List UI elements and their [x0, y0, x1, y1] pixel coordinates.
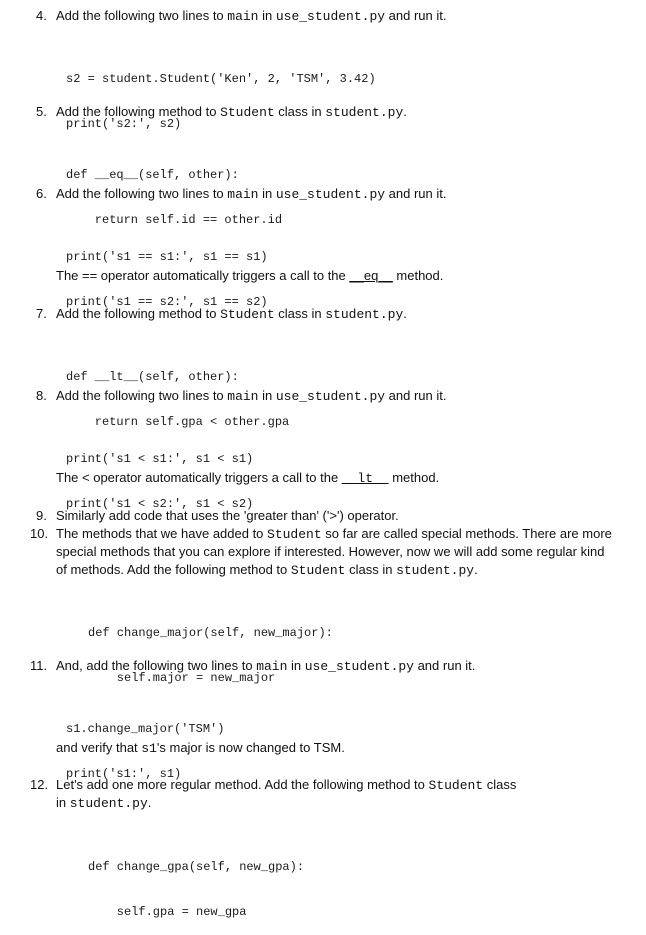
step-instruction [56, 562, 478, 579]
code-term: Student [428, 778, 484, 793]
step-number: 6. [36, 186, 47, 201]
instruction-text: and run it. [385, 388, 447, 403]
step-note [56, 470, 439, 487]
step-number: 7. [36, 306, 47, 321]
code-term: use_student.py [304, 659, 414, 674]
step-instruction [56, 777, 516, 794]
step-number: 11. [30, 658, 48, 673]
instruction-text: . [147, 795, 152, 810]
instruction-text: class in [345, 562, 397, 577]
note-text: The < operator automatically triggers a call to the [56, 470, 342, 485]
code-term: student.py [325, 105, 404, 120]
instruction-text: Add the following two lines to [56, 186, 228, 201]
instruction-text: in [56, 795, 70, 810]
code-line: print('s1 == s1:', s1 == s1) [66, 250, 268, 264]
note-text: 's major is now changed to TSM. [156, 740, 345, 755]
method-name: __lt__ [341, 471, 389, 486]
step-instruction [56, 388, 447, 405]
instruction-text: in [258, 186, 276, 201]
code-line: return self.gpa < other.gpa [66, 415, 290, 429]
code-term: Student [220, 307, 275, 322]
step-note [56, 740, 345, 757]
instruction-text: in [287, 658, 305, 673]
instruction-text: class [483, 777, 517, 792]
step-number: 10. [30, 526, 49, 541]
instruction-text: And, add the following two lines to [56, 658, 257, 673]
note-text: method. [388, 470, 440, 485]
step-instruction [56, 186, 447, 203]
note-text: The == operator automatically triggers a call to the [56, 268, 350, 283]
code-term: Student [290, 563, 346, 578]
code-term: Student [267, 527, 322, 542]
instruction-text: and run it. [385, 8, 447, 23]
code-line: print('s1 < s1:', s1 < s1) [66, 452, 254, 466]
code-term: student.py [396, 563, 475, 578]
step-number: 5. [36, 104, 47, 119]
instruction-text: The methods that we have added to [56, 526, 268, 541]
code-term: main [227, 389, 259, 404]
code-term: main [256, 659, 288, 674]
code-term: use_student.py [275, 187, 386, 202]
code-term: use_student.py [275, 389, 386, 404]
instruction-text: Add the following two lines to [56, 8, 228, 23]
code-line: self.gpa = new_gpa [88, 905, 247, 919]
instruction-text: and run it. [413, 658, 476, 673]
code-line: s1.change_major('TSM') [66, 722, 225, 736]
instruction-text: Add the following method to [56, 306, 221, 321]
code-term: student.py [325, 307, 404, 322]
step-instruction: special methods that you can explore if interested. However, now we will add some regular kind [56, 544, 605, 559]
instruction-text: in [258, 8, 276, 23]
code-line: def __lt__(self, other): [66, 370, 239, 384]
code-line: print('s2:', s2) [66, 117, 182, 131]
step-instruction [56, 795, 151, 812]
code-line: return self.id == other.id [66, 213, 283, 227]
instruction-text: Let's add one more regular method. Add the following method to [56, 777, 429, 792]
step-instruction [56, 104, 407, 121]
method-name: __eq__ [349, 268, 393, 283]
code-line: print('s1 < s2:', s1 < s2) [66, 497, 254, 511]
code-term: s1 [141, 741, 157, 756]
step-number: 8. [36, 388, 47, 403]
step-number: 4. [36, 8, 47, 23]
code-term: student.py [69, 796, 148, 811]
code-line: print('s1 == s2:', s1 == s2) [66, 295, 268, 309]
instruction-text: and run it. [385, 186, 447, 201]
code-line: def change_major(self, new_major): [88, 626, 333, 640]
step-number: 12. [30, 777, 49, 792]
code-block [88, 830, 304, 935]
code-term: Student [220, 105, 275, 120]
code-term: use_student.py [275, 9, 386, 24]
step-instruction [56, 8, 447, 25]
code-line: s2 = student.Student('Ken', 2, 'TSM', 3.42) [66, 72, 376, 86]
note-text: and verify that [56, 740, 142, 755]
code-line: def change_gpa(self, new_gpa): [88, 860, 305, 874]
instruction-text: class in [274, 104, 326, 119]
note-text: method. [392, 268, 444, 283]
code-line: def __eq__(self, other): [66, 168, 239, 182]
instruction-text: in [258, 388, 276, 403]
step-instruction [56, 306, 407, 323]
code-term: main [227, 187, 259, 202]
step-number: 9. [36, 508, 47, 523]
code-term: main [227, 9, 259, 24]
code-line: self.major = new_major [88, 671, 276, 685]
instruction-text: Add the following method to [56, 104, 221, 119]
instruction-text: class in [274, 306, 326, 321]
step-instruction [56, 658, 475, 675]
step-instruction: Similarly add code that uses the 'greater than' ('>') operator. [56, 508, 399, 523]
code-block [88, 596, 333, 701]
step-instruction [56, 526, 612, 543]
instruction-text: Add the following two lines to [56, 388, 228, 403]
code-line: print('s1:', s1) [66, 767, 182, 781]
code-block [66, 42, 376, 147]
instruction-text: . [403, 104, 407, 119]
instruction-text: . [474, 562, 478, 577]
instruction-text: . [403, 306, 407, 321]
step-note [56, 268, 443, 284]
instruction-text: of methods. Add the following method to [56, 562, 291, 577]
instruction-text: so far are called special methods. There are more [321, 526, 612, 541]
